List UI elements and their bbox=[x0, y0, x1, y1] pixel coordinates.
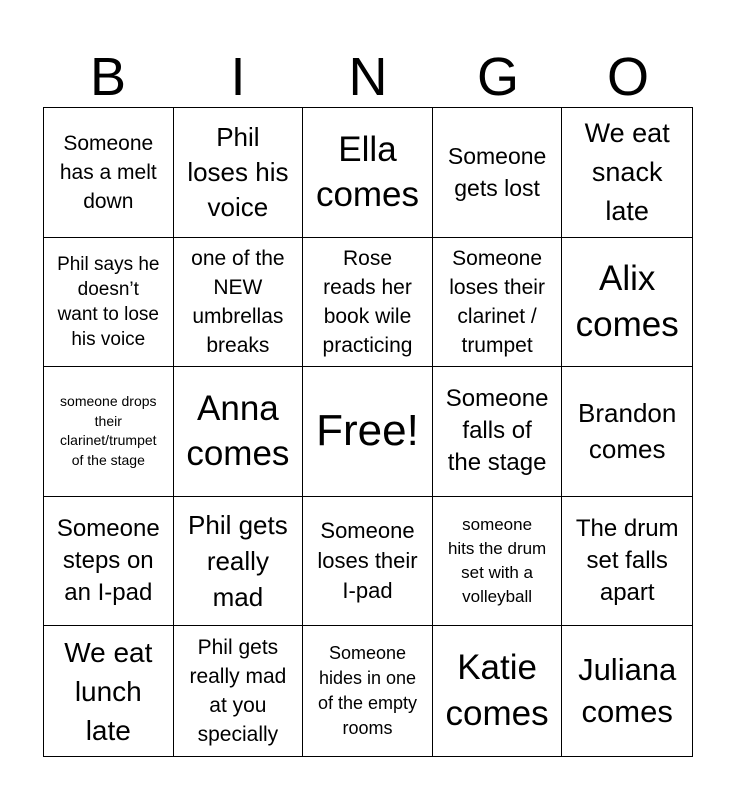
cell-text: Someone hides in one of the empty rooms bbox=[317, 643, 418, 739]
bingo-cell-3-4[interactable] bbox=[433, 367, 563, 497]
bingo-cell-3-3[interactable] bbox=[303, 367, 433, 497]
cell-text: someone drops their clarinet/trumpet of the stage bbox=[60, 393, 157, 468]
bingo-cell-1-2[interactable] bbox=[174, 108, 304, 238]
bingo-cell-1-5[interactable] bbox=[562, 108, 692, 238]
header-letter-o: O bbox=[606, 47, 649, 107]
cell-text: We eat lunch late bbox=[64, 636, 153, 746]
cell-text: one of the NEW umbrellas breaks bbox=[191, 246, 285, 357]
bingo-cell-5-1[interactable] bbox=[44, 626, 174, 756]
bingo-cell-3-2[interactable] bbox=[174, 367, 304, 497]
bingo-cell-3-1[interactable] bbox=[44, 367, 174, 497]
cell-text: Someone loses their I-pad bbox=[317, 518, 418, 604]
bingo-cell-1-1[interactable] bbox=[44, 108, 174, 238]
bingo-cell-4-2[interactable] bbox=[174, 497, 304, 627]
bingo-cell-2-2[interactable] bbox=[174, 238, 304, 368]
bingo-cell-2-5[interactable] bbox=[562, 238, 692, 368]
header-letter-b: B bbox=[89, 47, 127, 107]
bingo-cell-1-4[interactable] bbox=[433, 108, 563, 238]
cell-text: Phil loses his voice bbox=[187, 121, 289, 222]
cell-text: We eat snack late bbox=[584, 117, 670, 226]
cell-text: Someone loses their clarinet / trumpet bbox=[449, 246, 545, 357]
bingo-cell-5-2[interactable] bbox=[174, 626, 304, 756]
bingo-board bbox=[43, 107, 693, 757]
bingo-cell-3-5[interactable] bbox=[562, 367, 692, 497]
bingo-cell-1-3[interactable] bbox=[303, 108, 433, 238]
bingo-cell-5-3[interactable] bbox=[303, 626, 433, 756]
cell-text: Katie comes bbox=[445, 648, 549, 734]
bingo-cell-4-4[interactable] bbox=[433, 497, 563, 627]
cell-text: Someone steps on an I-pad bbox=[56, 515, 160, 607]
bingo-cell-4-5[interactable] bbox=[562, 497, 692, 627]
bingo-cell-5-5[interactable] bbox=[562, 626, 692, 756]
bingo-cell-4-3[interactable] bbox=[303, 497, 433, 627]
cell-text: Someone has a melt down bbox=[59, 131, 157, 213]
cell-text: Brandon comes bbox=[578, 398, 677, 465]
bingo-cell-2-4[interactable] bbox=[433, 238, 563, 368]
cell-text: Someone falls of the stage bbox=[445, 385, 549, 477]
cell-text: Phil gets really mad at you specially bbox=[189, 636, 287, 747]
cell-text: Someone gets lost bbox=[447, 143, 547, 202]
cell-text: Phil gets really mad bbox=[188, 510, 288, 613]
cell-text: The drum set falls apart bbox=[575, 515, 679, 607]
bingo-cell-4-1[interactable] bbox=[44, 497, 174, 627]
bingo-header bbox=[43, 42, 693, 108]
header-letter-i: I bbox=[230, 47, 246, 107]
cell-text: Juliana comes bbox=[578, 652, 677, 730]
bingo-cell-2-3[interactable] bbox=[303, 238, 433, 368]
bingo-cell-2-1[interactable] bbox=[44, 238, 174, 368]
free-space: Free! bbox=[316, 406, 419, 456]
cell-text: Ella comes bbox=[315, 130, 420, 215]
bingo-cell-5-4[interactable] bbox=[433, 626, 563, 756]
header-letter-g: G bbox=[476, 47, 519, 107]
cell-text: Anna comes bbox=[186, 389, 290, 474]
cell-text: Rose reads her book wile practicing bbox=[322, 246, 413, 357]
cell-text: Phil says he doesn’t want to lose his voice bbox=[57, 253, 160, 350]
cell-text: someone hits the drum set with a volleyball bbox=[447, 515, 547, 607]
header-letter-n: N bbox=[348, 47, 388, 107]
cell-text: Alix comes bbox=[575, 258, 679, 344]
